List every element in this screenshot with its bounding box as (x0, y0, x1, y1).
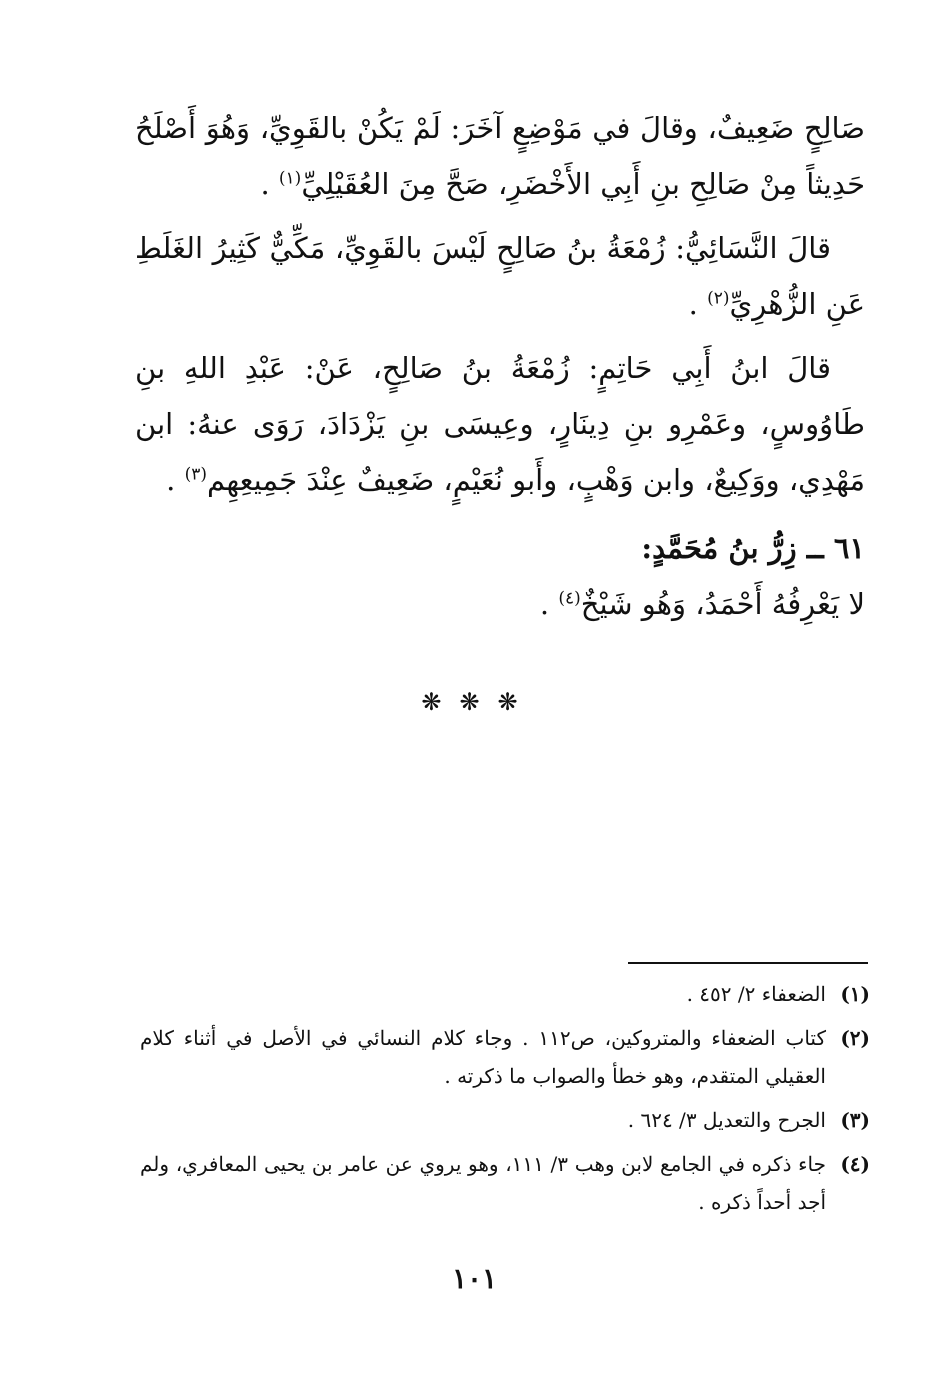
footnotes (140, 975, 870, 1227)
footnote-divider (628, 962, 868, 964)
footnote-3 (140, 1101, 870, 1139)
paragraph-2-end: . (688, 287, 708, 321)
star-icon: ❋ (497, 688, 528, 716)
footnote-marker-2: (٢) (707, 288, 730, 309)
footnote-number: (٤) (840, 1152, 870, 1176)
paragraph-3 (135, 340, 865, 508)
footnote-4 (140, 1145, 870, 1221)
star-icon: ❋ (459, 688, 490, 716)
footnote-text: كتاب الضعفاء والمتروكين، ص١١٢ . وجاء كلام النسائي في الأصل في أثناء كلام العقيلي المتقدم، وهو خطأ والصواب ما ذكرته . (140, 1026, 826, 1088)
paragraph-2 (135, 220, 865, 332)
paragraph-1-end: . (260, 167, 279, 201)
entry-body-text: لا يَعْرِفُهُ أَحْمَدُ، وَهُو شَيْخٌ (580, 587, 865, 621)
paragraph-3-text: قالَ ابنُ أَبِي حَاتِمٍ: زُمْعَةُ بنُ صَالِحٍ، عَنْ: عَبْدِ اللهِ بنِ طَاوُوسٍ، وعَمْرِو بنِ دِينَارٍ، وعِيسَى بنِ يَزْدَادَ، رَوَى عنهُ: ابن مَهْدِي، ووَكِيعٌ، وابن وَهْبٍ، وأَبو نُعَيْمٍ، ضَعِيفٌ عِنْدَ جَمِيعِهِم (135, 351, 865, 497)
footnote-2 (140, 1019, 870, 1095)
footnote-text: الجرح والتعديل ٣/ ٦٢٤ . (627, 1108, 826, 1132)
section-separator (0, 688, 949, 716)
footnote-marker-3: (٣) (184, 464, 208, 485)
footnote-number: (٢) (840, 1026, 870, 1050)
footnote-number: (٣) (840, 1108, 870, 1132)
entry-body-end: . (539, 587, 559, 621)
page-number: ١٠١ (451, 1262, 498, 1295)
paragraph-2-text: قالَ النَّسَائِيُّ: زُمْعَةُ بنُ صَالِحٍ لَيْسَ بالقَوِيِّ، مَكِّيٌّ كَثِيرُ الغَلَطِ عَنِ الزُّهْرِيِّ (135, 231, 865, 321)
footnote-text: جاء ذكره في الجامع لابن وهب ٣/ ١١١، وهو يروي عن عامر بن يحيى المعافري، ولم أجد أحداً ذكره . (140, 1152, 826, 1214)
entry-heading: ٦١ ــ زِرُّ بنُ مُحَمَّدٍ: (641, 531, 865, 565)
footnote-number: (١) (840, 982, 870, 1006)
paragraph-3-end: . (166, 463, 185, 497)
star-icon: ❋ (421, 688, 452, 716)
footnote-marker-4: (٤) (558, 588, 581, 609)
main-text (135, 100, 865, 632)
footnote-text: الضعفاء ٢/ ٤٥٢ . (686, 982, 826, 1006)
paragraph-1-text: صَالِحٍ ضَعِيفٌ، وقالَ في مَوْضِعٍ آخَرَ: لَمْ يَكُنْ بالقَوِيِّ، وَهُوَ أَصْلَحُ حَدِيثاً مِنْ صَالِحِ بنِ أَبِي الأَخْضَرِ، صَحَّ مِنَ العُقَيْلِيِّ (135, 111, 865, 201)
footnote-1 (140, 975, 870, 1013)
entry-text (135, 576, 865, 632)
paragraph-1 (135, 100, 865, 212)
footnote-marker-1: (١) (278, 168, 302, 189)
